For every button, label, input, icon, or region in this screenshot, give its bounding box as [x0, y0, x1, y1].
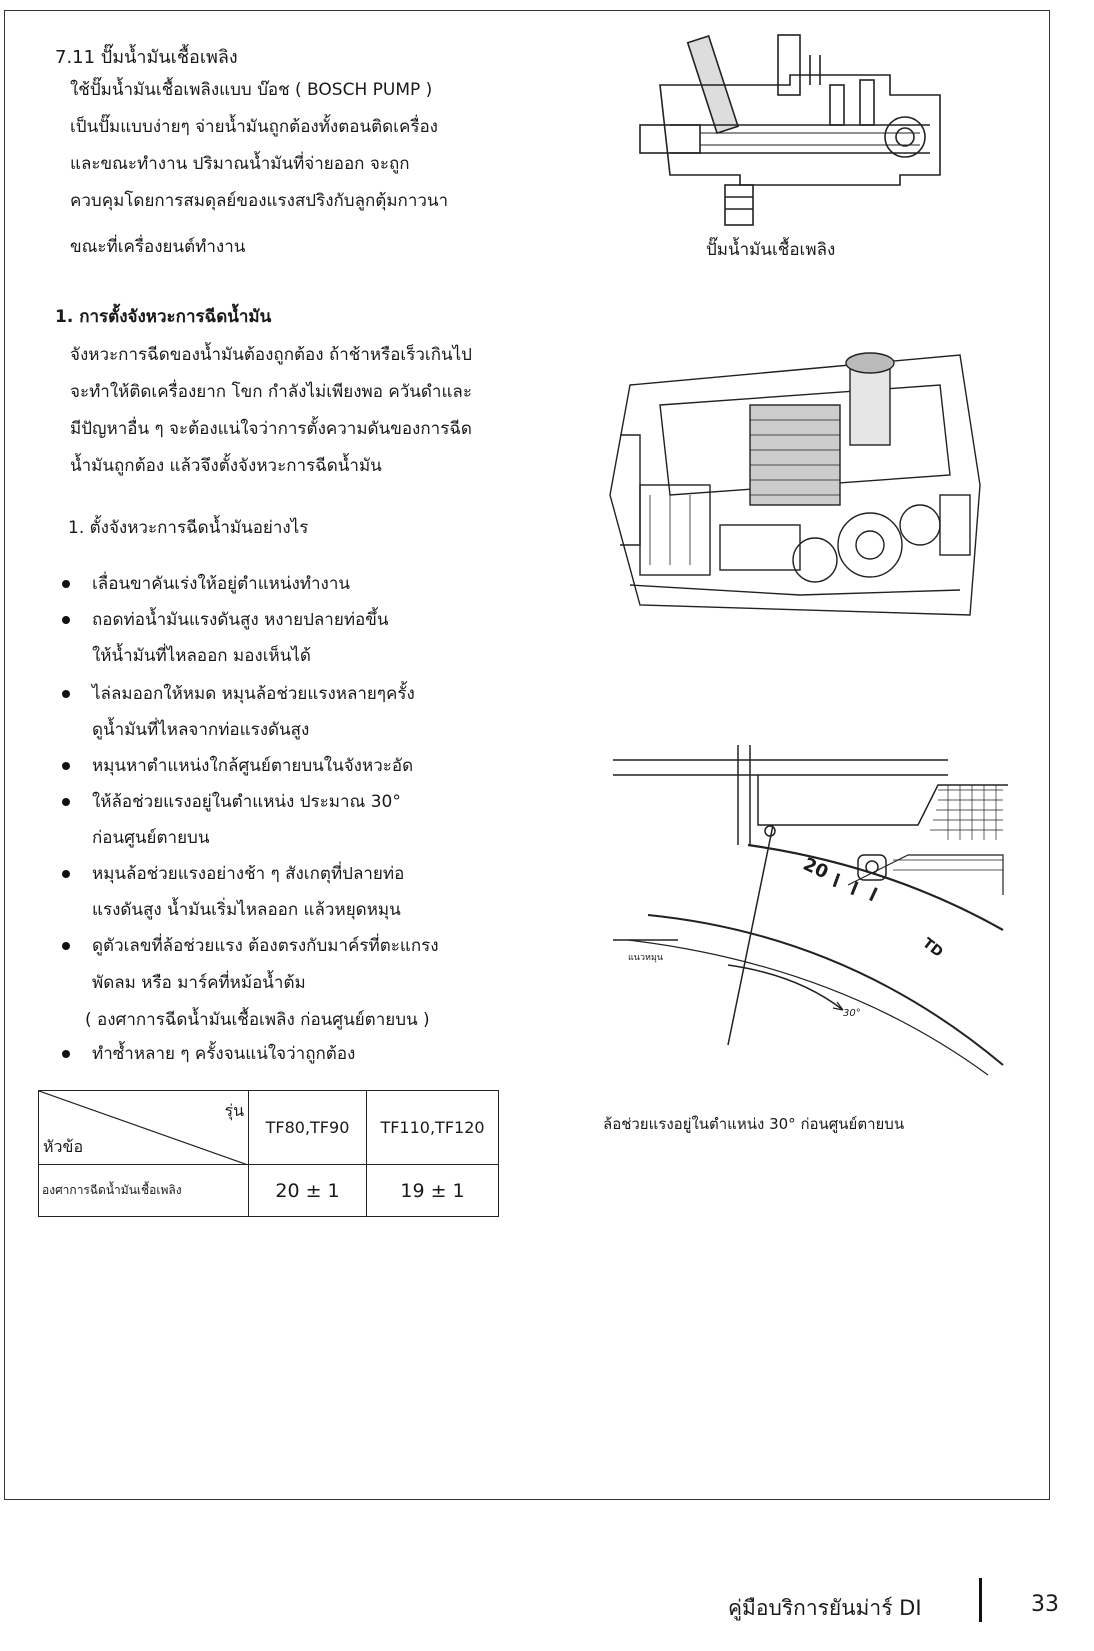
- injection-timing-table: [38, 1090, 499, 1217]
- bullet-2-line-1: ถอดท่อน้ำมันแรงดันสูง หงายปลายท่อขึ้น: [92, 610, 389, 630]
- bullet-8-line-1: ทำซ้ำหลาย ๆ ครั้งจนแน่ใจว่าถูกต้อง: [92, 1044, 356, 1064]
- bullet-7-line-2: พัดลม หรือ มาร์คที่หม้อน้ำต้ม: [92, 973, 306, 993]
- bullet-7-line-1: ดูตัวเลขที่ล้อช่วยแรง ต้องตรงกับมาค์รที่ตะแกรง: [92, 936, 439, 956]
- bullet-3-line-1: ไล่ลมออกให้หมด หมุนล้อช่วยแรงหลายๆครั้ง: [92, 684, 415, 704]
- bullet-2-line-2: ให้น้ำมันที่ไหลออก มองเห็นได้: [92, 646, 311, 666]
- figure1-caption: ปั๊มน้ำมันเชื้อเพลิง: [706, 240, 836, 260]
- table-corner-cell: [39, 1091, 249, 1165]
- table-header-model: รุ่น: [224, 1101, 244, 1120]
- table-col-tf80: TF80,TF90: [249, 1091, 367, 1165]
- bullet-6-line-2: แรงดันสูง น้ำมันเริ่มไหลออก แล้วหยุดหมุน: [92, 900, 401, 920]
- bullet-icon: [62, 1050, 70, 1058]
- footer-manual-title: คู่มือบริการยันม่าร์ DI: [728, 1596, 922, 1620]
- howto-title: 1. ตั้งจังหวะการฉีดน้ำมันอย่างไร: [68, 518, 309, 538]
- bullet-6-line-1: หมุนล้อช่วยแรงอย่างช้า ๆ สังเกตุที่ปลายท่อ: [92, 864, 405, 884]
- bullet-4-line-1: หมุนหาตำแหน่งใกล้ศูนย์ตายบนในจังหวะอัด: [92, 756, 414, 776]
- footer-divider: [979, 1578, 982, 1622]
- subsection-line-1: จังหวะการฉีดของน้ำมันต้องถูกต้อง ถ้าช้าหรือเร็วเกินไป: [70, 345, 472, 365]
- intro-line-4: ควบคุมโดยการสมดุลย์ของแรงสปริงกับลูกตุ้มกาวนา: [70, 191, 449, 211]
- rotation-direction-label: แนวหมุน: [628, 953, 664, 963]
- section-title: 7.11 ปั๊มน้ำมันเชื้อเพลิง: [55, 47, 238, 68]
- subsection-line-2: จะทำให้ติดเครื่องยาก โขก กำลังไม่เพียงพอ ควันดำและ: [70, 382, 472, 402]
- bullet-icon: [62, 798, 70, 806]
- bullet-icon: [62, 870, 70, 878]
- table-col-tf110: TF110,TF120: [367, 1091, 499, 1165]
- intro-line-5: ขณะที่เครื่องยนต์ทำงาน: [70, 237, 246, 257]
- bullet-icon: [62, 942, 70, 950]
- flywheel-mark-td: TD: [919, 935, 946, 961]
- intro-line-2: เป็นปั๊มแบบง่ายๆ จ่ายน้ำมันถูกต้องทั้งตอนติดเครื่อง: [70, 117, 438, 137]
- intro-line-3: และขณะทำงาน ปริมาณน้ำมันที่จ่ายออก จะถูก: [70, 154, 410, 174]
- engine-cutaway-drawing: [600, 345, 990, 630]
- subsection-title: 1. การตั้งจังหวะการฉีดน้ำมัน: [55, 307, 272, 327]
- bullet-icon: [62, 762, 70, 770]
- fuel-pump-drawing: [630, 25, 970, 240]
- flywheel-angle-label: 30°: [843, 1008, 861, 1019]
- bullet-3-line-2: ดูน้ำมันที่ไหลจากท่อแรงดันสูง: [92, 720, 310, 740]
- bullet-5-line-2: ก่อนศูนย์ตายบน: [92, 828, 210, 848]
- bullet-icon: [62, 580, 70, 588]
- table-header-topic: หัวข้อ: [43, 1137, 84, 1156]
- bullet-icon: [62, 690, 70, 698]
- bullet-icon: [62, 616, 70, 624]
- subsection-line-3: มีปัญหาอื่น ๆ จะต้องแน่ใจว่าการตั้งความดันของการฉีด: [70, 419, 472, 439]
- page-number: 33: [1031, 1592, 1059, 1617]
- intro-line-1: ใช้ปั๊มน้ำมันเชื้อเพลิงแบบ บ๊อช ( BOSCH PUMP ): [70, 80, 433, 100]
- subsection-line-4: น้ำมันถูกต้อง แล้วจึงตั้งจังหวะการฉีดน้ำมัน: [70, 456, 382, 476]
- bullet-5-line-1: ให้ล้อช่วยแรงอยู่ในตำแหน่ง ประมาณ 30°: [92, 792, 401, 812]
- flywheel-drawing: [608, 745, 1008, 1085]
- figure3-caption: ล้อช่วยแรงอยู่ในตำแหน่ง 30° ก่อนศูนย์ตายบน: [603, 1115, 905, 1133]
- table-row-label: องศาการฉีดน้ำมันเชื้อเพลิง: [39, 1165, 249, 1217]
- bullet-7-line-3: ( องศาการฉีดน้ำมันเชื้อเพลิง ก่อนศูนย์ตายบน ): [85, 1010, 430, 1030]
- table-val-tf80: 20 ± 1: [249, 1165, 367, 1217]
- table-val-tf110: 19 ± 1: [367, 1165, 499, 1217]
- flywheel-mark-20: 20: [799, 853, 832, 884]
- bullet-1-line-1: เลื่อนขาคันเร่งให้อยู่ตำแหน่งทำงาน: [92, 574, 351, 594]
